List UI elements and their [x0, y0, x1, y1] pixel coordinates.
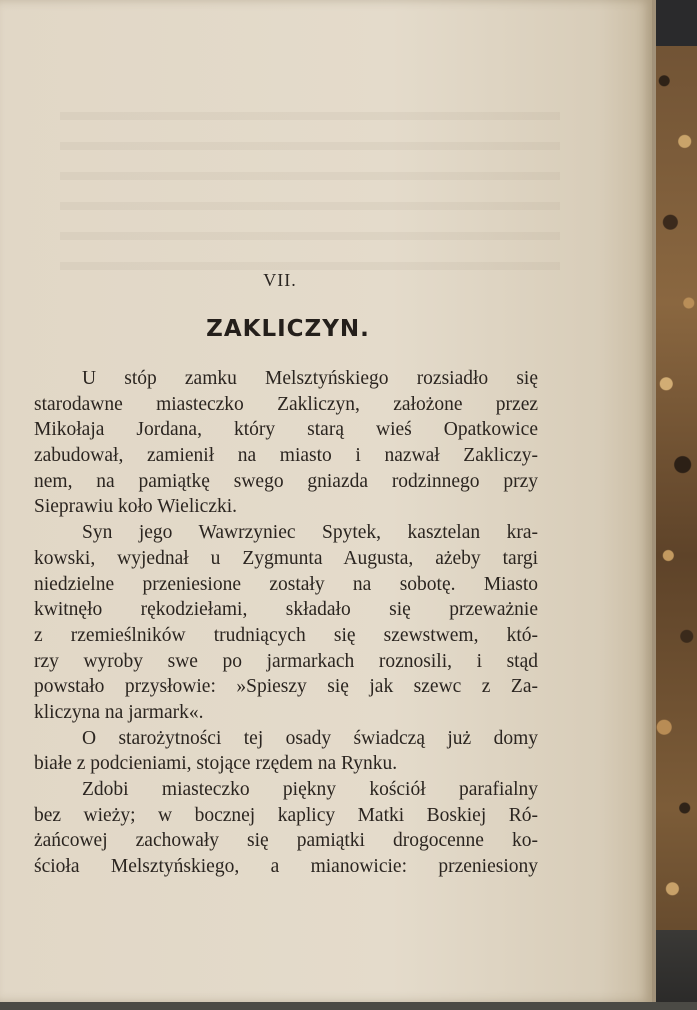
text-line: kowski, wyjednał u Zygmunta Augusta, ażeby targi: [34, 547, 538, 569]
text-line: O starożytności tej osady świadczą już domy: [82, 727, 538, 749]
chapter-title: ZAKLICZYN.: [206, 316, 370, 342]
text-line: starodawne miasteczko Zakliczyn, założone przez: [34, 393, 538, 415]
text-line: żańcowej zachowały się pamiątki drogocenne ko-: [34, 830, 538, 852]
bleed-through-text: [60, 90, 560, 270]
text-line: U stóp zamku Melsztyńskiego rozsiadło się: [82, 368, 538, 389]
cover-corner-top: [656, 0, 697, 46]
body-text: [34, 366, 538, 880]
chapter-number: VII.: [263, 270, 297, 290]
cover-corner-bottom: [656, 930, 697, 1010]
text-line: kliczyna na jarmark«.: [34, 701, 204, 723]
text-line: Zdobi miasteczko piękny kościół parafialny: [82, 779, 538, 800]
scan-bottom-edge: [0, 1002, 697, 1010]
text-line: powstało przysłowie: »Spieszy się jak szewc z Za-: [34, 676, 538, 698]
text-line: Mikołaja Jordana, który starą wieś Opatkowice: [34, 419, 538, 441]
text-line: niedzielne przeniesione zostały na sobotę. Miasto: [34, 573, 538, 595]
text-line: zabudował, zamienił na miasto i nazwał Zakliczy-: [34, 445, 538, 467]
text-line: Sieprawiu koło Wieliczki.: [34, 496, 238, 518]
marbled-cover: [656, 0, 697, 1010]
text-line: nem, na pamiątkę swego gniazda rodzinnego przy: [34, 470, 538, 492]
text-line: białe z podcieniami, stojące rzędem na Rynku.: [34, 753, 398, 775]
text-line: Syn jego Wawrzyniec Spytek, kasztelan kra-: [82, 522, 538, 544]
text-line: kwitnęło rękodziełami, składało się przeważnie: [34, 599, 538, 621]
text-line: bez wieży; w bocznej kaplicy Matki Boskiej Ró-: [34, 804, 538, 826]
text-line: ścioła Melsztyńskiego, a mianowicie: przeniesiony: [34, 856, 538, 878]
text-line: z rzemieślników trudniących się szewstwem, któ-: [34, 624, 538, 646]
text-line: rzy wyroby swe po jarmarkach roznosili, i stąd: [34, 650, 538, 672]
